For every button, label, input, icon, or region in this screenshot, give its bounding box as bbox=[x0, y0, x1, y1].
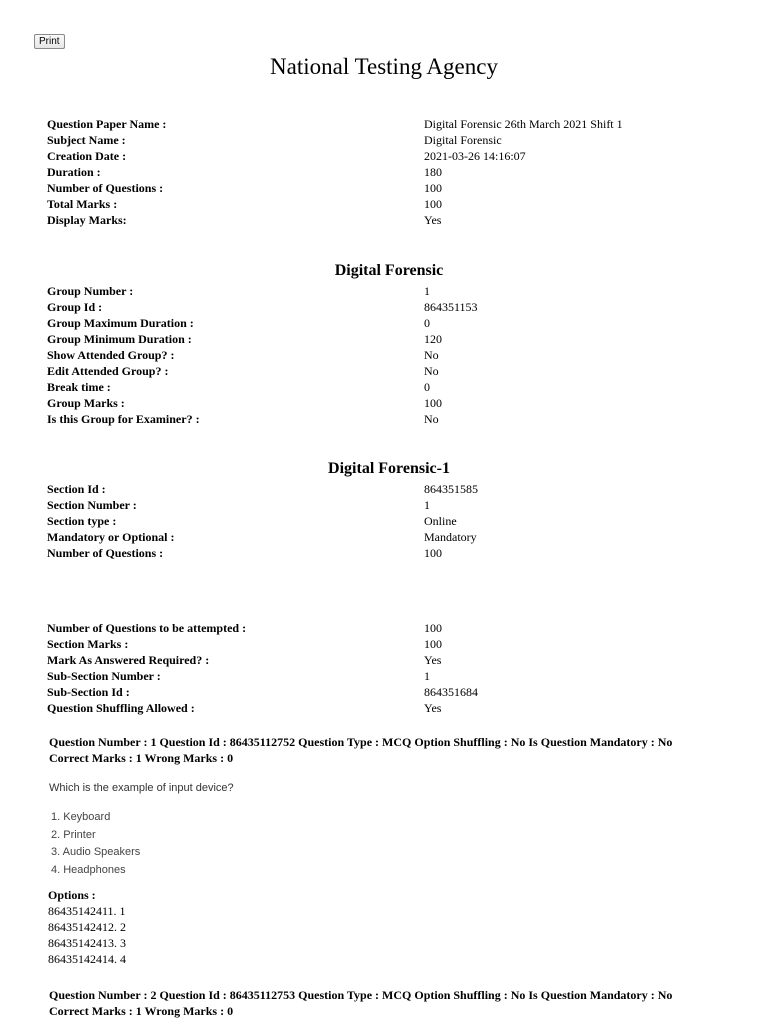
info-value: 180 bbox=[424, 165, 442, 179]
info-key: Section Number : bbox=[47, 498, 137, 512]
options-block bbox=[48, 887, 126, 967]
info-row bbox=[47, 379, 747, 395]
info-key: Question Shuffling Allowed : bbox=[47, 701, 195, 715]
subsection-info-table bbox=[47, 620, 747, 716]
choice-item: 1. Keyboard bbox=[51, 811, 111, 823]
info-row bbox=[47, 212, 747, 228]
info-value: Mandatory bbox=[424, 530, 477, 544]
info-row bbox=[47, 347, 747, 363]
info-value: 1 bbox=[424, 284, 430, 298]
info-value: 100 bbox=[424, 181, 442, 195]
info-row bbox=[47, 652, 747, 668]
info-value: 100 bbox=[424, 197, 442, 211]
info-value: 864351585 bbox=[424, 482, 478, 496]
question-header: Question Number : 2 Question Id : 86435112753 Question Type : MCQ Option Shuffling : No Is Question Mandatory : No bbox=[49, 988, 673, 1002]
print-button[interactable]: Print bbox=[34, 34, 65, 49]
info-row bbox=[47, 148, 747, 164]
info-key: Number of Questions : bbox=[47, 181, 164, 195]
section-title: Digital Forensic-1 bbox=[328, 460, 450, 477]
choice-item: 2. Printer bbox=[51, 828, 96, 841]
info-key: Duration : bbox=[47, 165, 101, 179]
info-row bbox=[47, 363, 747, 379]
info-key: Number of Questions to be attempted : bbox=[47, 621, 247, 635]
info-key: Number of Questions : bbox=[47, 546, 164, 560]
info-row bbox=[47, 164, 747, 180]
info-value: 0 bbox=[424, 380, 430, 394]
info-key: Group Minimum Duration : bbox=[47, 332, 192, 346]
info-row bbox=[47, 315, 747, 331]
info-key: Sub-Section Number : bbox=[47, 669, 161, 683]
info-row bbox=[47, 196, 747, 212]
info-value: No bbox=[424, 364, 439, 378]
info-value: 1 bbox=[424, 669, 430, 683]
group-title: Digital Forensic bbox=[334, 262, 444, 279]
info-row bbox=[47, 700, 747, 716]
info-key: Break time : bbox=[47, 380, 111, 394]
info-row bbox=[47, 684, 747, 700]
info-key: Edit Attended Group? : bbox=[47, 364, 169, 378]
option-id: 86435142411. 1 bbox=[48, 904, 126, 918]
info-value: Yes bbox=[424, 653, 442, 667]
info-row bbox=[47, 668, 747, 684]
option-id: 86435142412. 2 bbox=[48, 920, 126, 934]
info-key: Group Maximum Duration : bbox=[47, 316, 194, 330]
info-row bbox=[47, 411, 747, 427]
info-value: 100 bbox=[424, 637, 442, 651]
option-id: 86435142414. 4 bbox=[48, 952, 126, 966]
info-row bbox=[47, 132, 747, 148]
info-key: Group Number : bbox=[47, 284, 134, 298]
info-key: Section Marks : bbox=[47, 637, 129, 651]
info-value: 0 bbox=[424, 316, 430, 330]
info-value: No bbox=[424, 412, 439, 426]
info-key: Subject Name : bbox=[47, 133, 126, 147]
info-row bbox=[47, 331, 747, 347]
info-key: Total Marks : bbox=[47, 197, 118, 211]
info-key: Display Marks: bbox=[47, 213, 127, 227]
info-value: Digital Forensic 26th March 2021 Shift 1 bbox=[424, 117, 623, 131]
info-key: Is this Group for Examiner? : bbox=[47, 412, 200, 426]
info-row bbox=[47, 116, 747, 132]
info-key: Section Id : bbox=[47, 482, 106, 496]
question-choices bbox=[51, 809, 140, 879]
info-row bbox=[47, 636, 747, 652]
page-title: National Testing Agency bbox=[270, 54, 498, 79]
info-row bbox=[47, 395, 747, 411]
info-key: Sub-Section Id : bbox=[47, 685, 130, 699]
info-key: Group Marks : bbox=[47, 396, 125, 410]
info-value: 864351153 bbox=[424, 300, 478, 314]
choice-item: 3. Audio Speakers bbox=[51, 846, 141, 858]
info-value: Yes bbox=[424, 213, 442, 227]
info-row bbox=[47, 497, 747, 513]
info-row bbox=[47, 513, 747, 529]
question-marks: Correct Marks : 1 Wrong Marks : 0 bbox=[49, 751, 234, 765]
question-marks: Correct Marks : 1 Wrong Marks : 0 bbox=[49, 1004, 234, 1018]
options-label: Options : bbox=[48, 888, 96, 902]
info-value: 120 bbox=[424, 332, 442, 346]
info-value: Online bbox=[424, 514, 457, 528]
info-value: 100 bbox=[424, 396, 442, 410]
info-key: Mark As Answered Required? : bbox=[47, 653, 210, 667]
choice-item: 4. Headphones bbox=[51, 863, 126, 876]
group-info-table bbox=[47, 283, 747, 427]
info-row bbox=[47, 620, 747, 636]
info-row bbox=[47, 545, 747, 561]
info-value: Digital Forensic bbox=[424, 133, 502, 147]
info-value: Yes bbox=[424, 701, 442, 715]
info-key: Show Attended Group? : bbox=[47, 348, 175, 362]
section-info-table bbox=[47, 481, 747, 561]
info-row bbox=[47, 529, 747, 545]
info-value: 1 bbox=[424, 498, 430, 512]
info-row bbox=[47, 283, 747, 299]
info-value: No bbox=[424, 348, 439, 362]
question-header: Question Number : 1 Question Id : 86435112752 Question Type : MCQ Option Shuffling : No Is Question Mandatory : No bbox=[49, 735, 673, 749]
info-value: 2021-03-26 14:16:07 bbox=[424, 149, 526, 163]
info-key: Creation Date : bbox=[47, 149, 127, 163]
info-value: 100 bbox=[424, 546, 442, 560]
info-row bbox=[47, 180, 747, 196]
info-row bbox=[47, 481, 747, 497]
info-key: Group Id : bbox=[47, 300, 103, 314]
info-key: Question Paper Name : bbox=[47, 117, 167, 131]
info-key: Section type : bbox=[47, 514, 117, 528]
info-value: 100 bbox=[424, 621, 442, 635]
paper-info-table bbox=[47, 116, 747, 228]
info-key: Mandatory or Optional : bbox=[47, 530, 175, 544]
info-value: 864351684 bbox=[424, 685, 478, 699]
option-id: 86435142413. 3 bbox=[48, 936, 126, 950]
question-text: Which is the example of input device? bbox=[49, 782, 234, 794]
info-row bbox=[47, 299, 747, 315]
